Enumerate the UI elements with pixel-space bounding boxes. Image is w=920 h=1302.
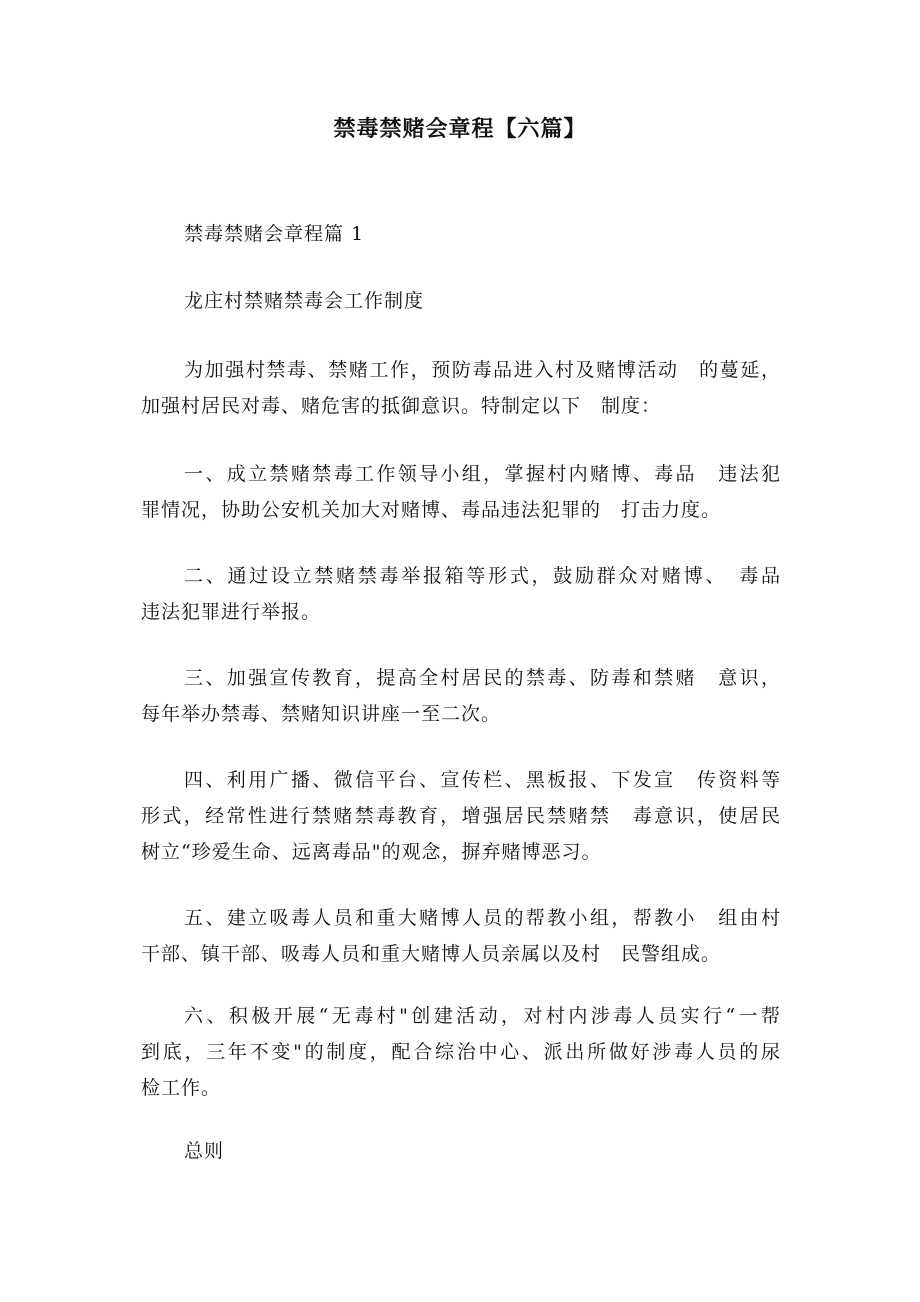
paragraph-line: 干部、镇干部、吸毒人员和重大赌博人员亲属以及村 民警组成。: [141, 943, 722, 965]
paragraph-line: 四、利用广播、微信平台、宣传栏、黑板报、下发宣 传资料等: [184, 769, 781, 791]
paragraph-line: 检工作。: [141, 1077, 222, 1099]
paragraph-3: [141, 558, 781, 630]
paragraph-line: 加强村居民对毒、赌危害的抵御意识。特制定以下 制度：: [141, 395, 662, 417]
paragraph-line: 为加强村禁毒、禁赌工作，预防毒品进入村及赌博活动 的蔓延，: [184, 359, 781, 381]
paragraph-1: [141, 352, 781, 424]
paragraph-line: 每年举办禁毒、禁赌知识讲座一至二次。: [141, 703, 502, 725]
paragraph-4: [141, 660, 781, 732]
paragraph-6: [141, 900, 781, 972]
document-title: 禁毒禁赌会章程【六篇】: [333, 117, 587, 142]
paragraph-line: 树立“珍爱生命、远离毒品"的观念，摒弃赌博恶习。: [141, 841, 602, 863]
closing-heading: 总则: [184, 1140, 225, 1162]
section-heading: 禁毒禁赌会章程篇 1: [184, 223, 365, 245]
paragraph-line: 六、积极开展“无毒村"创建活动，对村内涉毒人员实行“一帮: [184, 1005, 781, 1027]
paragraph-line: 一、成立禁赌禁毒工作领导小组，掌握村内赌博、毒品 违法犯: [184, 463, 781, 485]
paragraph-2: [141, 456, 781, 528]
paragraph-line: 二、通过设立禁赌禁毒举报箱等形式，鼓励群众对赌博、 毒品: [184, 565, 781, 587]
paragraph-5: [141, 762, 781, 870]
paragraph-line: 到底，三年不变"的制度，配合综治中心、派出所做好涉毒人员的尿: [141, 1041, 781, 1063]
paragraph-line: 罪情况，协助公安机关加大对赌博、毒品违法犯罪的 打击力度。: [141, 499, 722, 521]
paragraph-7: [141, 998, 781, 1106]
paragraph-line: 形式，经常性进行禁赌禁毒教育，增强居民禁赌禁 毒意识，使居民: [141, 805, 781, 827]
paragraph-line: 违法犯罪进行举报。: [141, 601, 322, 623]
paragraph-line: 三、加强宣传教育，提高全村居民的禁毒、防毒和禁赌 意识，: [184, 667, 781, 689]
paragraph-line: 五、建立吸毒人员和重大赌博人员的帮教小组，帮教小 组由村: [184, 907, 781, 929]
sub-heading: 龙庄村禁赌禁毒会工作制度: [184, 290, 425, 312]
